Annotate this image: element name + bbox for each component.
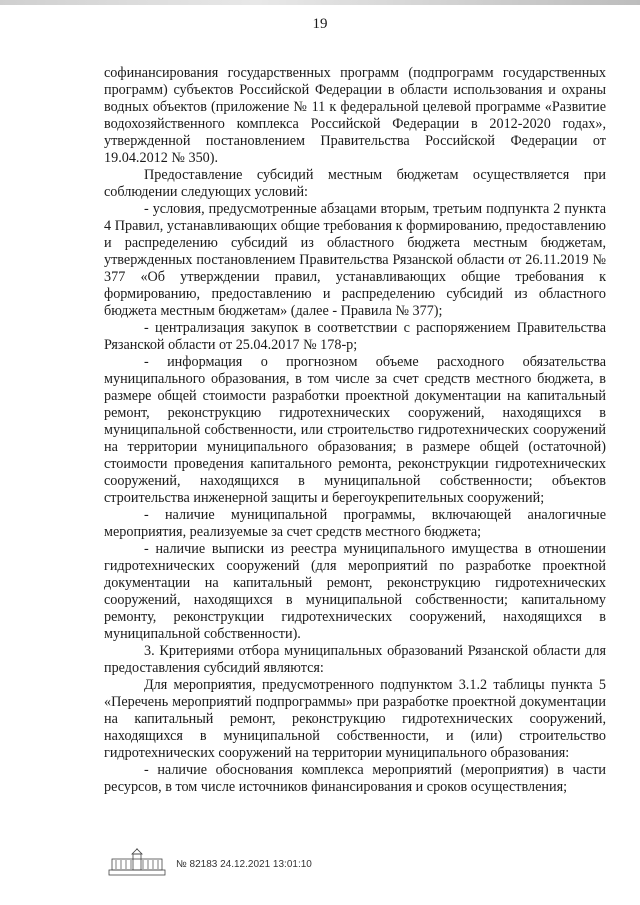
paragraph: - централизация закупок в соответствии с распоряжением Правительства Рязанской области от 25.04.2017 № 178-р; [104, 320, 606, 353]
paragraph: софинансирования государственных программ (подпрограмм государственных программ) субъектов Российской Федерации в области использования и охраны водных объектов (приложение № 11 к федеральной целевой программе «Развитие водохозяйственного комплекса Российской Федерации в 2012-2020 годах», утвержденной постановлением Правительства Российской Федерации от 19.04.2012 № 350). [104, 65, 606, 166]
government-building-icon [108, 848, 166, 876]
paragraph: - наличие муниципальной программы, включающей аналогичные мероприятия, реализуемые за счет средств местного бюджета; [104, 507, 606, 540]
paragraph: - условия, предусмотренные абзацами вторым, третьим подпункта 2 пункта 4 Правил, устанавливающих общие требования к формированию, предоставлению и распределению субсидий из областного бюджета местным бюджетам, утвержденных постановлением Правительства Рязанской области от 26.11.2019 № 377 «Об утверждении правил, устанавливающих общие требования к формированию, предоставлению и распределению субсидий из областного бюджета местным бюджетам» (далее - Правила № 377); [104, 201, 606, 319]
paragraph: - информация о прогнозном объеме расходного обязательства муниципального образования, в том числе за счет средств местного бюджета, в размере общей стоимости разработки проектной документации на капитальный ремонт, реконструкцию гидротехнических сооружений, находящихся в муниципальной собственности, или строительство гидротехнических сооружений на территории муниципального образования; в размере общей (остаточной) стоимости проведения капитального ремонта, реконструкции гидротехнических сооружений, находящихся в муниципальной собственности; объектов строительства инженерной защиты и берегоукрепительных сооружений; [104, 354, 606, 506]
scan-edge [0, 0, 640, 5]
paragraph: - наличие выписки из реестра муниципального имущества в отношении гидротехнических сооружений (для мероприятий по разработке проектной документации на капитальный ремонт, реконструкцию гидротехнических сооружений, находящихся в муниципальной собственности; капитальному ремонту, реконструкции гидротехнических сооружений, находящихся в муниципальной собственности). [104, 541, 606, 642]
page-number: 19 [312, 16, 328, 32]
paragraph: Предоставление субсидий местным бюджетам осуществляется при соблюдении следующих условий: [104, 167, 606, 200]
document-body [104, 65, 606, 796]
paragraph: - наличие обоснования комплекса мероприятий (мероприятия) в части ресурсов, в том числе источников финансирования и сроков осуществления; [104, 762, 606, 795]
document-footer [108, 848, 312, 876]
paragraph: 3. Критериями отбора муниципальных образований Рязанской области для предоставления субсидий являются: [104, 643, 606, 676]
paragraph: Для мероприятия, предусмотренного подпунктом 3.1.2 таблицы пункта 5 «Перечень мероприятий подпрограммы» при разработке проектной документации на капитальный ремонт, реконструкцию гидротехнических сооружений, находящихся в муниципальной собственности, и (или) строительство гидротехнических сооружений на территории муниципального образования: [104, 677, 606, 761]
registration-stamp: № 82183 24.12.2021 13:01:10 [176, 859, 312, 870]
